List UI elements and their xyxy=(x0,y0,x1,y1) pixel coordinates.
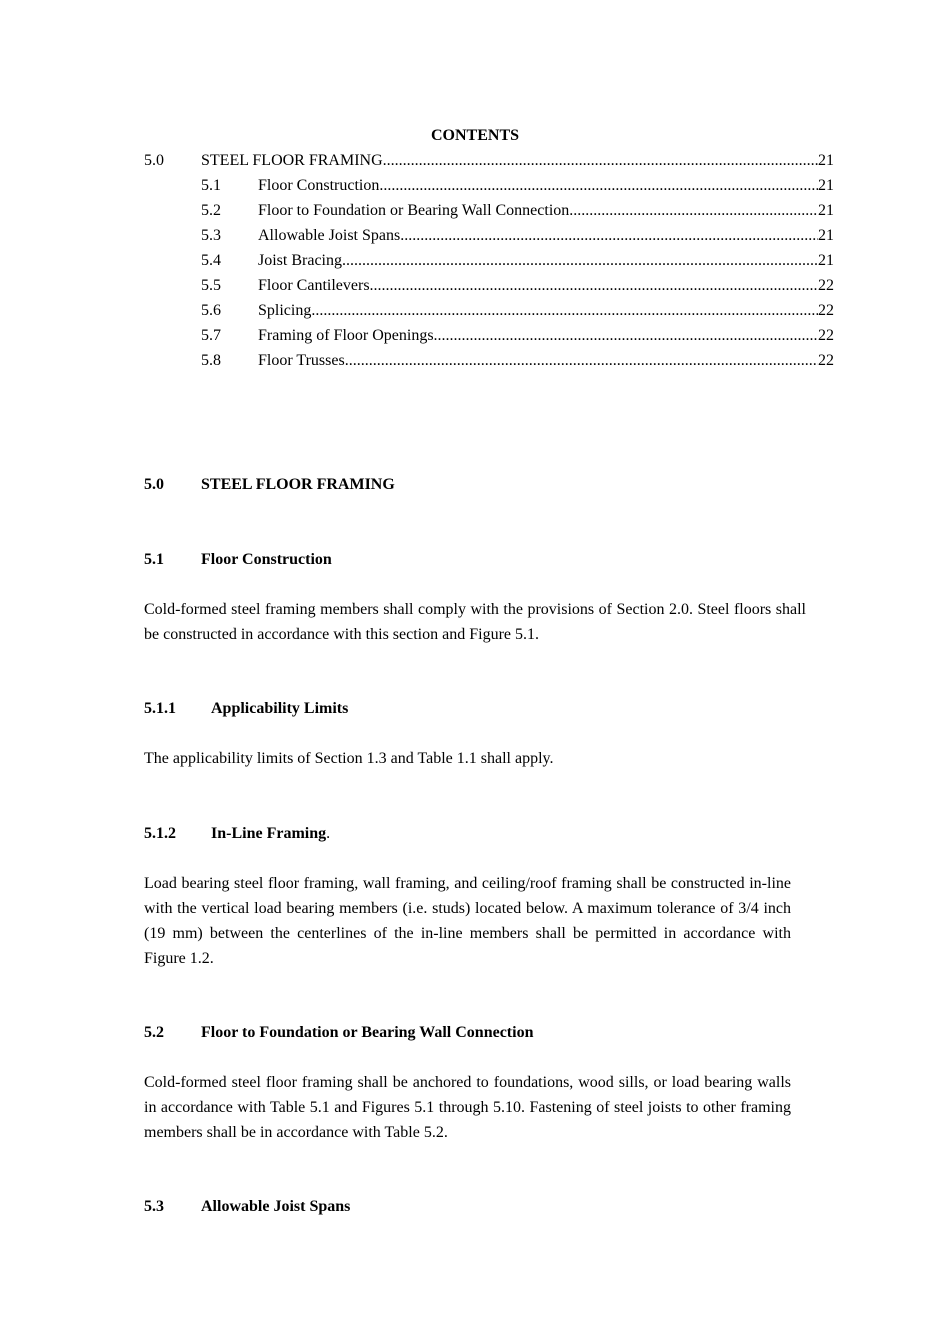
toc-entry-number: 5.1 xyxy=(201,177,221,194)
toc-entry[interactable] xyxy=(144,176,834,201)
table-of-contents xyxy=(144,151,834,376)
section-heading-5-1 xyxy=(144,550,332,570)
toc-title: CONTENTS xyxy=(430,127,520,144)
toc-entry-page: 21 xyxy=(818,202,834,219)
section-title: In-Line Framing xyxy=(211,825,327,842)
section-number: 5.2 xyxy=(144,1024,164,1041)
toc-entry-page: 22 xyxy=(818,302,834,319)
toc-entry-number: 5.5 xyxy=(201,277,221,294)
toc-leader-dots xyxy=(569,201,818,221)
toc-entry-page: 22 xyxy=(818,327,834,344)
section-number: 5.1.2 xyxy=(144,825,176,842)
toc-entry-title: Floor Construction xyxy=(258,177,380,194)
toc-entry-title: Splicing xyxy=(258,302,312,319)
toc-entry-page: 22 xyxy=(818,352,834,369)
toc-entry-title: Floor to Foundation or Bearing Wall Connection xyxy=(258,202,570,219)
section-paragraph: Cold-formed steel floor framing shall be anchored to foundations, wood sills, or load bearing walls in accordance with Table 5.1 and Figures 5.1 through 5.10. Fastening of steel joists to other framing members shall be in accordance with Table 5.2. xyxy=(144,1074,791,1141)
toc-entry-number: 5.4 xyxy=(201,252,221,269)
toc-entry[interactable] xyxy=(144,226,834,251)
section-heading-5-3 xyxy=(144,1197,350,1217)
toc-entry-number: 5.8 xyxy=(201,352,221,369)
toc-leader-dots xyxy=(383,151,818,171)
section-title-trail: . xyxy=(326,825,331,842)
toc-leader-dots xyxy=(311,301,818,321)
toc-entry-number: 5.3 xyxy=(201,227,221,244)
toc-entry-title: Floor Cantilevers xyxy=(258,277,370,294)
section-title: Floor to Foundation or Bearing Wall Connection xyxy=(201,1024,534,1041)
toc-leader-dots xyxy=(434,326,818,346)
toc-entry-title: Floor Trusses xyxy=(258,352,345,369)
toc-entry[interactable] xyxy=(144,301,834,326)
toc-leader-dots xyxy=(342,251,818,271)
toc-entry[interactable] xyxy=(144,201,834,226)
toc-entry-title: Allowable Joist Spans xyxy=(258,227,401,244)
section-heading-5-1-2 xyxy=(144,824,330,844)
toc-leader-dots xyxy=(345,351,818,371)
toc-entry[interactable] xyxy=(144,276,834,301)
section-title: Applicability Limits xyxy=(211,700,349,717)
section-number: 5.3 xyxy=(144,1198,164,1215)
section-number: 5.0 xyxy=(144,476,164,493)
toc-entry[interactable] xyxy=(144,151,834,176)
section-heading-5-1-1 xyxy=(144,699,348,719)
toc-entry-title: Framing of Floor Openings xyxy=(258,327,434,344)
section-paragraph: Load bearing steel floor framing, wall framing, and ceiling/roof framing shall be constructed in-line with the vertical load bearing members (i.e. studs) located below. A maximum tolerance of 3/4 inch (19 mm) between the centerlines of the in-line members shall be permitted in accordance with Figure 1.2. xyxy=(144,875,791,967)
toc-entry-title: Joist Bracing xyxy=(258,252,342,269)
section-paragraph: Cold-formed steel framing members shall comply with the provisions of Section 2.0. Steel floors shall be constructed in accordance with this section and Figure 5.1. xyxy=(144,601,806,643)
section-title: Floor Construction xyxy=(201,551,332,568)
toc-entry-page: 21 xyxy=(818,227,834,244)
section-heading-5-2 xyxy=(144,1023,533,1043)
toc-entry-number: 5.6 xyxy=(201,302,221,319)
section-paragraph: The applicability limits of Section 1.3 and Table 1.1 shall apply. xyxy=(144,750,554,767)
toc-entry-page: 21 xyxy=(818,177,834,194)
toc-entry-title: STEEL FLOOR FRAMING xyxy=(201,152,383,169)
toc-entry-page: 21 xyxy=(818,252,834,269)
section-number: 5.1 xyxy=(144,551,164,568)
section-number: 5.1.1 xyxy=(144,700,176,717)
section-title: Allowable Joist Spans xyxy=(201,1198,351,1215)
toc-entry-page: 22 xyxy=(818,277,834,294)
toc-entry-page: 21 xyxy=(818,152,834,169)
section-title: STEEL FLOOR FRAMING xyxy=(201,476,395,493)
toc-leader-dots xyxy=(379,176,818,196)
toc-entry[interactable] xyxy=(144,326,834,351)
toc-entry[interactable] xyxy=(144,351,834,376)
section-heading-5-0 xyxy=(144,475,395,495)
toc-entry-number: 5.2 xyxy=(201,202,221,219)
toc-entry[interactable] xyxy=(144,251,834,276)
toc-entry-number: 5.7 xyxy=(201,327,221,344)
toc-leader-dots xyxy=(400,226,818,246)
toc-entry-number: 5.0 xyxy=(144,152,164,169)
toc-leader-dots xyxy=(370,276,818,296)
